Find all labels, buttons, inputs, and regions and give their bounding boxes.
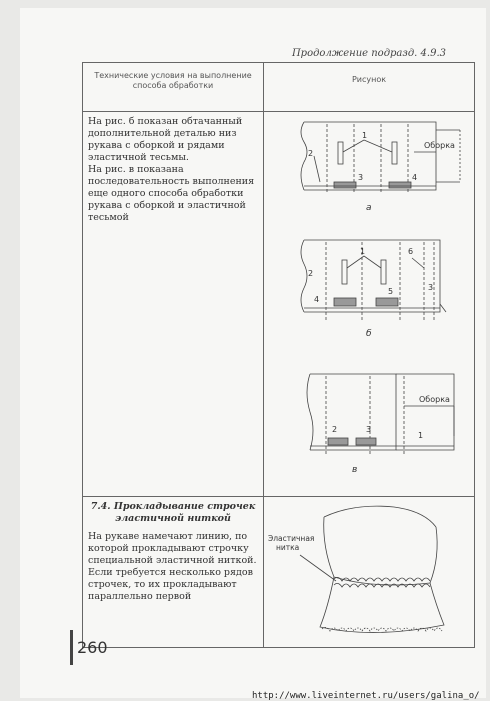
book-page — [20, 8, 486, 701]
row1-paragraph-2: На рис. в показана последовательность выполнения еще одного способа обработки рукава с оборкой и эластичной тесьмой — [88, 164, 255, 223]
fig-b-num-4: 4 — [314, 295, 320, 304]
table-row — [83, 112, 475, 497]
page-number: 260 — [77, 638, 108, 657]
fig-c-num-3: 3 — [366, 425, 372, 434]
fig-a-label-oborka: Оборка — [424, 141, 455, 150]
section-title-7-4: 7.4. Прокладывание строчек эластичной ниткой — [90, 501, 256, 524]
technique-table — [82, 62, 475, 648]
table-header-row — [83, 63, 475, 112]
sleeve-diagrams — [264, 112, 474, 496]
fig-a-num-3: 3 — [358, 173, 364, 182]
row2-figure-cell — [264, 497, 475, 648]
table-row — [83, 497, 475, 648]
fig-a-caption: а — [366, 203, 372, 213]
fig-b-num-3: 3 — [428, 283, 434, 292]
row1-paragraph-1: На рис. б показан обтачанный дополнительной деталью низ рукава с оборкой и рядами эластичной тесьмы. — [88, 116, 243, 163]
fig-c-caption: в — [352, 465, 358, 475]
page-number-bar — [70, 630, 73, 665]
fig-b-num-2: 2 — [308, 269, 314, 278]
running-header: Продолжение подразд. 4.9.3 — [291, 48, 446, 59]
fig-a-num-1: 1 — [362, 131, 368, 140]
fig-a-num-4: 4 — [412, 173, 418, 182]
fig-c-label-oborka: Оборка — [419, 395, 450, 404]
header-figure: Рисунок — [264, 63, 475, 112]
row2-text-cell — [83, 497, 264, 648]
figure-a — [301, 122, 460, 194]
fig-a-num-2: 2 — [308, 149, 314, 158]
fig-b-caption: б — [366, 329, 372, 339]
row2-paragraph: На рукаве намечают линию, по которой прокладывают строчку специальной эластичной ниткой. Если требуется несколько рядов строчек, то их прокладывают параллельно первой — [88, 531, 257, 602]
figure-c — [307, 374, 454, 456]
source-url: http://www.liveinternet.ru/users/galina_o/ — [252, 691, 480, 701]
fig-b-num-5: 5 — [388, 287, 394, 296]
gathered-sleeve — [300, 506, 444, 632]
fig-elastic-label-2: нитка — [276, 543, 300, 552]
figure-b — [301, 240, 446, 320]
fig-b-num-1: 1 — [360, 247, 366, 256]
gathered-sleeve-diagram — [264, 497, 474, 647]
header-conditions: Технические условия на выполнение способа обработки — [83, 63, 264, 112]
row1-figure-cell — [264, 112, 475, 497]
row1-text-cell — [83, 112, 264, 497]
fig-elastic-label-1: Эластичная — [268, 534, 315, 543]
fig-c-num-2: 2 — [332, 425, 338, 434]
fig-c-num-1: 1 — [418, 431, 424, 440]
fig-b-num-6: 6 — [408, 247, 414, 256]
